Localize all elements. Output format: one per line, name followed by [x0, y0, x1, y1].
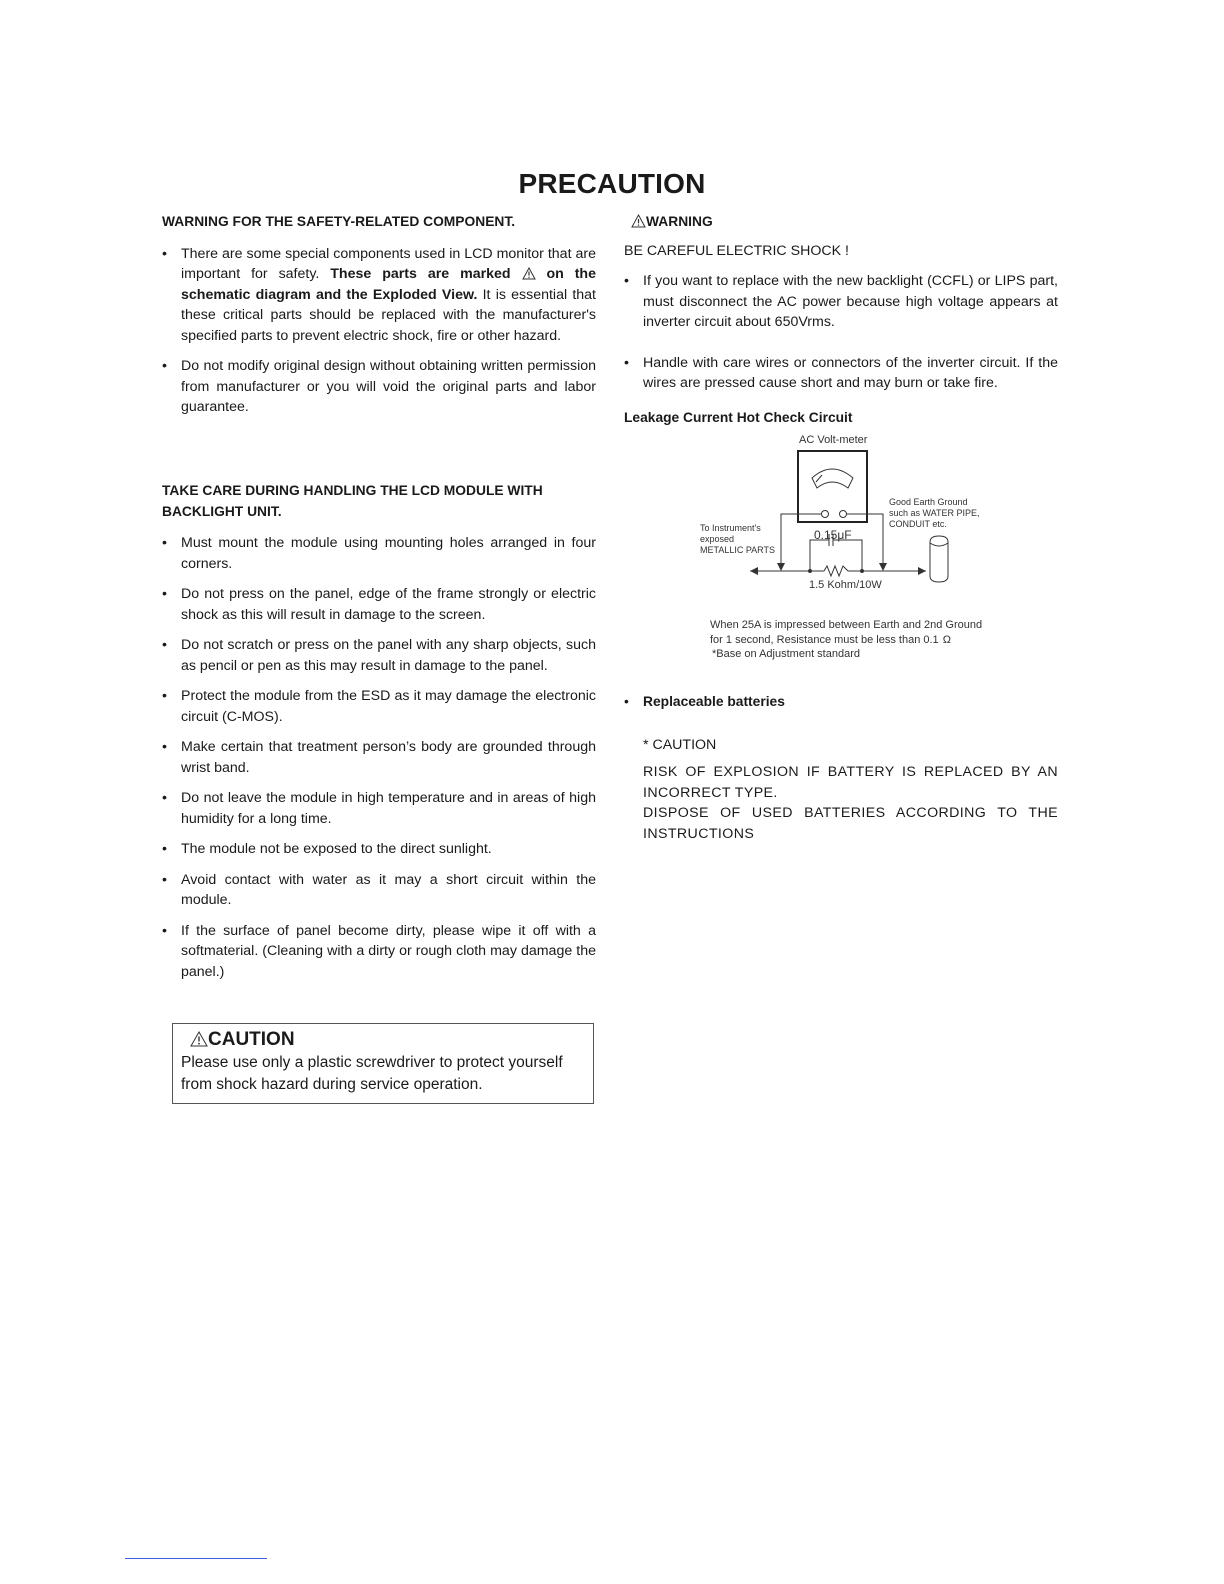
- bullet-text: Do not press on the panel, edge of the frame strongly or electric shock as this will result in damage to the screen.: [181, 586, 596, 623]
- list-item: [624, 692, 1058, 713]
- bullet-dot: •: [162, 922, 167, 939]
- bullet-dot: •: [624, 354, 629, 371]
- leakage-heading: Leakage Current Hot Check Circuit: [624, 409, 853, 425]
- bullet-dot: •: [624, 273, 629, 289]
- warning-heading: [624, 212, 1058, 233]
- list-item: [162, 921, 596, 983]
- handling-section: [162, 481, 596, 982]
- meter-needle: [816, 475, 822, 482]
- battery-caution-line: * CAUTION: [643, 736, 717, 753]
- meter-terminal-right: [840, 511, 847, 518]
- bullet-dot: •: [624, 694, 629, 709]
- list-item: [624, 271, 1058, 333]
- water-pipe-icon: [930, 543, 948, 546]
- instrument-label: METALLIC PARTS: [700, 545, 776, 555]
- list-item: [162, 244, 596, 347]
- handling-heading: TAKE CARE DURING HANDLING THE LCD MODULE WITH BACKLIGHT UNIT.: [162, 483, 543, 519]
- batteries-heading: Replaceable batteries: [643, 694, 785, 709]
- resistor-bg: [824, 563, 848, 579]
- list-item: [162, 839, 596, 860]
- battery-caution-block: [624, 735, 1058, 845]
- ground-label: CONDUIT etc.: [889, 519, 947, 529]
- caution-title: [181, 1028, 585, 1052]
- diagram-note: [710, 634, 951, 646]
- bullet-text: Protect the module from the ESD as it may damage the electronic circuit (C-MOS).: [181, 688, 596, 725]
- water-pipe-icon: [930, 536, 948, 582]
- junction-dot: [808, 569, 812, 573]
- warning-heading-text: WARNING: [646, 214, 713, 229]
- instrument-label: To Instrument's: [700, 523, 761, 533]
- safety-heading: WARNING FOR THE SAFETY-RELATED COMPONENT.: [162, 214, 516, 229]
- battery-caution-line: DISPOSE OF USED BATTERIES ACCORDING TO THE INSTRUCTIONS: [643, 805, 1058, 842]
- list-item: [162, 533, 596, 574]
- bullet-text: Must mount the module using mounting holes arranged in four corners.: [181, 535, 596, 572]
- bullet-dot: •: [162, 871, 167, 888]
- right-column: [624, 212, 1058, 428]
- ohm-symbol: Ω: [942, 634, 951, 646]
- caution-line-2: from shock hazard during service operation.: [181, 1076, 483, 1093]
- list-item: [162, 737, 596, 778]
- safety-text-post: It is essential that these critical parts should be replaced with the manufacturer's specified parts to prevent electric shock, fire or other hazard.: [181, 286, 596, 344]
- caution-box: [172, 1023, 594, 1104]
- bullet-text: Make certain that treatment person’s body are grounded through wrist band.: [181, 739, 596, 776]
- bullet-text: If the surface of panel become dirty, please wipe it off with a softmaterial. (Cleaning with a dirty or rough cloth may damage the panel.): [181, 922, 596, 980]
- bullet-dot: •: [162, 535, 167, 551]
- meter-dial: [812, 469, 853, 488]
- diagram-note-text: for 1 second, Resistance must be less than 0.1: [710, 634, 939, 646]
- left-column: [162, 212, 596, 418]
- safety-text-pre: There are some special components used in LCD monitor that are important for safety.: [181, 245, 596, 282]
- junction-dot: [860, 569, 864, 573]
- warning-triangle-icon: [522, 267, 536, 280]
- meter-label: AC Volt-meter: [799, 434, 868, 446]
- meter-terminal-left: [822, 511, 829, 518]
- safety-text-bold-b: on the schematic diagram and the Exploded View.: [181, 266, 596, 303]
- bullet-dot: •: [162, 790, 167, 806]
- footer-rule: [125, 1558, 267, 1559]
- resistor-label: 1.5 Kohm/10W: [809, 579, 882, 591]
- volt-meter-box: [798, 451, 867, 522]
- leakage-circuit-diagram: [690, 430, 1020, 665]
- list-item: [162, 584, 596, 625]
- bullet-text: Do not scratch or press on the panel with any sharp objects, such as pencil or pen as this may result in damage to the panel.: [181, 637, 596, 674]
- list-item: [162, 686, 596, 727]
- arrow-down-icon: [879, 563, 887, 571]
- shock-line: BE CAREFUL ELECTRIC SHOCK !: [624, 242, 849, 259]
- diagram-note: When 25A is impressed between Earth and 2nd Ground: [710, 619, 983, 631]
- bullet-text: Do not modify original design without obtaining written permission from manufacturer or you will void the original parts and labor guarantee.: [181, 358, 596, 415]
- bullet-text: If you want to replace with the new backlight (CCFL) or LIPS part, must disconnect the AC power because high voltage appears at inverter circuit about 650Vrms.: [643, 273, 1058, 330]
- bullet-dot: •: [162, 637, 167, 653]
- list-item: [624, 353, 1058, 394]
- list-item: [162, 635, 596, 676]
- diagram-note: *Base on Adjustment standard: [712, 648, 860, 660]
- batteries-section: [624, 692, 1058, 844]
- battery-caution-line: RISK OF EXPLOSION IF BATTERY IS REPLACED BY AN INCORRECT TYPE.: [643, 764, 1058, 801]
- ground-label: Good Earth Ground: [889, 497, 968, 507]
- caution-title-text: CAUTION: [208, 1029, 295, 1050]
- arrow-right-icon: [918, 567, 926, 575]
- list-item: [162, 788, 596, 829]
- bullet-text: Do not leave the module in high temperature and in areas of high humidity for a long time.: [181, 790, 596, 827]
- bullet-dot: •: [162, 358, 167, 374]
- safety-text-bold-a: These parts are marked: [330, 266, 522, 282]
- instrument-label: exposed: [700, 534, 735, 544]
- page-title: PRECAUTION: [518, 168, 706, 199]
- bullet-text: Avoid contact with water as it may a short circuit within the module.: [181, 871, 596, 908]
- warning-triangle-icon: [190, 1031, 208, 1047]
- arrow-down-icon: [777, 563, 785, 571]
- bullet-text: The module not be exposed to the direct sunlight.: [181, 841, 492, 857]
- list-item: [162, 870, 596, 911]
- bullet-dot: •: [162, 841, 167, 857]
- bullet-dot: •: [162, 586, 167, 602]
- capacitor-label: 0.15μF: [814, 528, 852, 542]
- bullet-dot: •: [162, 688, 167, 704]
- bullet-dot: •: [162, 245, 167, 262]
- warning-triangle-icon: [631, 214, 646, 228]
- list-item: [162, 356, 596, 418]
- caution-line-1: Please use only a plastic screwdriver to protect yourself: [181, 1054, 563, 1071]
- ground-label: such as WATER PIPE,: [889, 508, 980, 518]
- bullet-text: Handle with care wires or connectors of the inverter circuit. If the wires are pressed cause short and may burn or take fire.: [643, 354, 1058, 391]
- bullet-dot: •: [162, 739, 167, 755]
- arrow-left-icon: [750, 567, 758, 575]
